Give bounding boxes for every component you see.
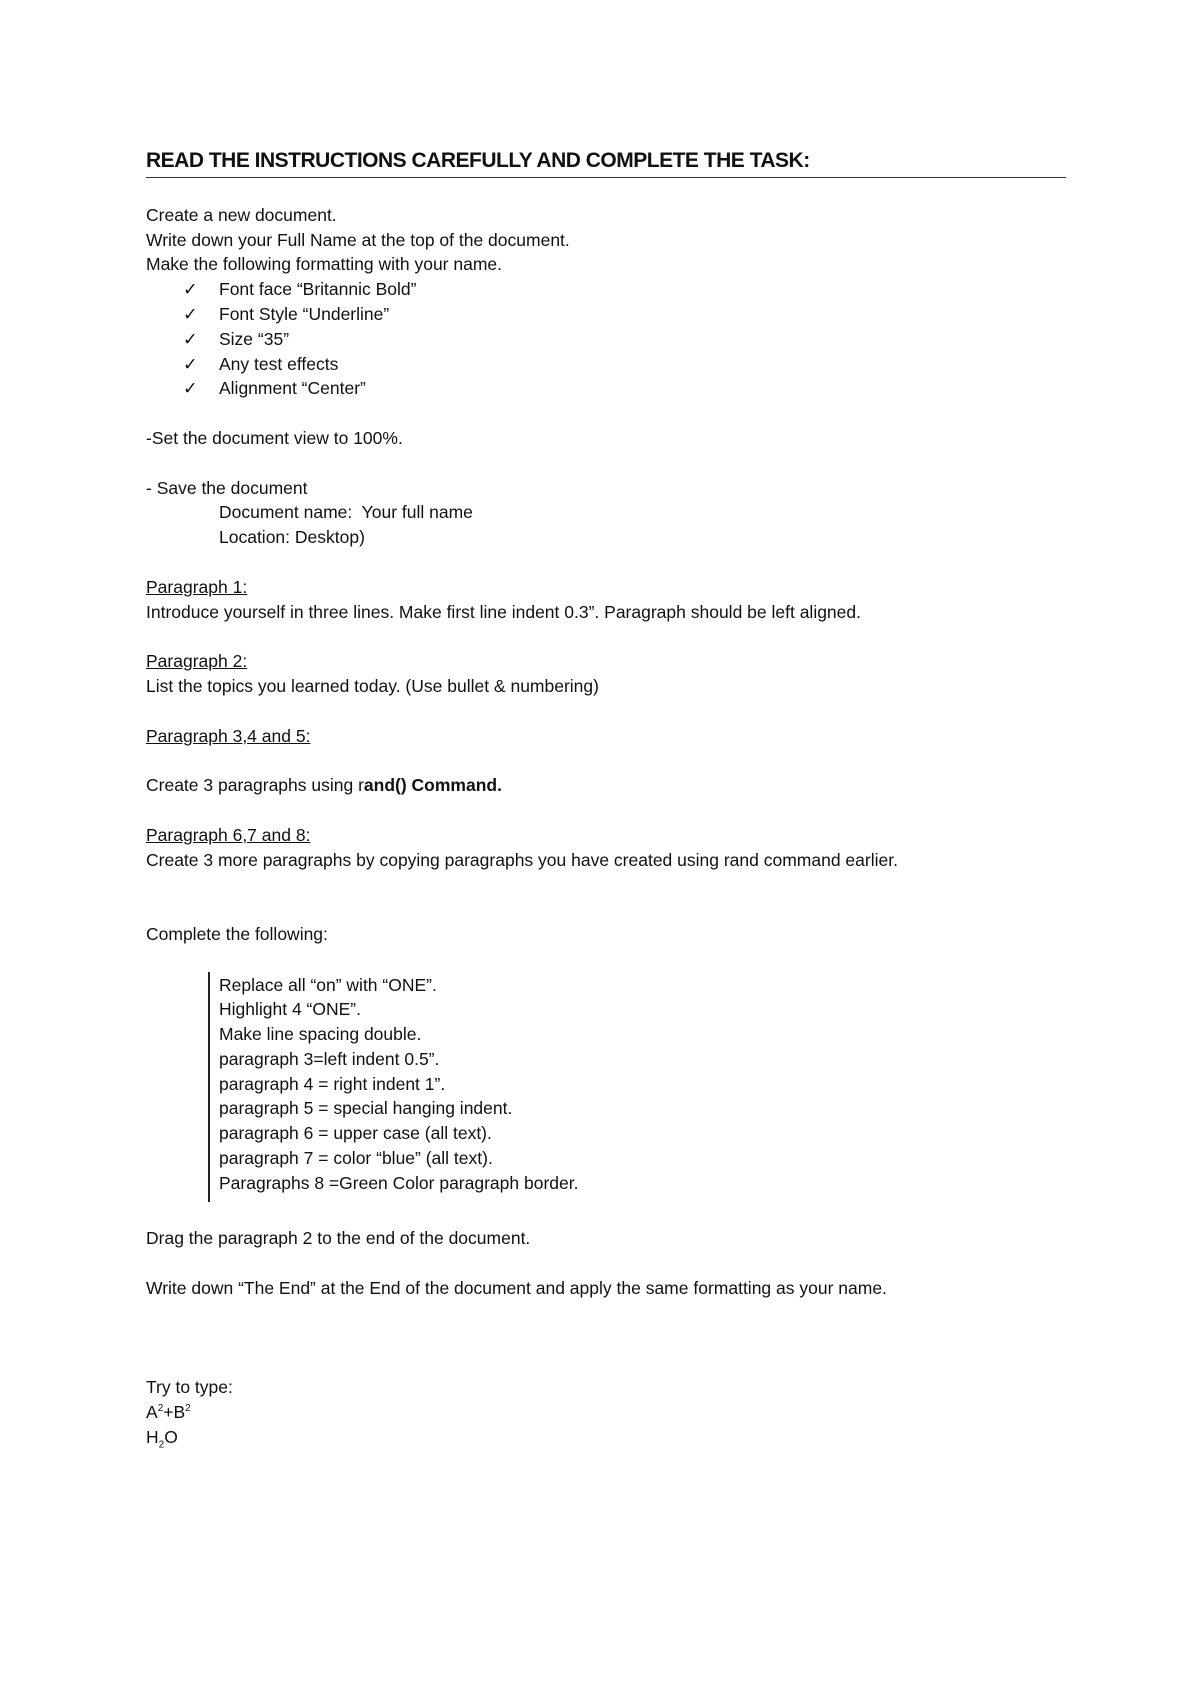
paragraph-678-text: Create 3 more paragraphs by copying paragraphs you have created using rand command earlier. (146, 849, 898, 870)
checklist-item-text: Any test effects (219, 353, 339, 374)
task-item: paragraph 5 = special hanging indent. (219, 1098, 513, 1119)
task-item: paragraph 3=left indent 0.5”. (219, 1048, 440, 1069)
save-detail: Document name: Your full name (219, 502, 473, 523)
spacer (146, 451, 1066, 476)
paragraph-1-text: Introduce yourself in three lines. Make first line indent 0.3”. Paragraph should be left aligned. (146, 601, 861, 622)
formula-term: H (146, 1426, 159, 1447)
task-item: paragraph 4 = right indent 1”. (219, 1073, 446, 1094)
check-icon: ✓ (183, 378, 198, 399)
subscript: 2 (158, 1439, 165, 1451)
intro-line: Write down your Full Name at the top of the document. (146, 229, 570, 250)
task-item: Highlight 4 “ONE”. (219, 999, 361, 1020)
task-item: Replace all “on” with “ONE”. (219, 974, 437, 995)
document-page (146, 146, 1066, 1450)
spacer (146, 699, 1066, 724)
view-step: -Set the document view to 100%. (146, 427, 403, 448)
task-item: Paragraphs 8 =Green Color paragraph border. (219, 1172, 579, 1193)
spacer (146, 1251, 1066, 1276)
spacer (146, 1202, 1066, 1227)
task-item: paragraph 6 = upper case (all text). (219, 1123, 492, 1144)
complete-label: Complete the following: (146, 923, 328, 944)
check-icon: ✓ (183, 279, 198, 300)
checklist-item (183, 327, 1066, 352)
formula-term: +B (163, 1402, 186, 1423)
spacer (146, 624, 1066, 649)
paragraph-345-text (146, 773, 1066, 798)
check-icon: ✓ (183, 303, 198, 324)
check-icon: ✓ (183, 328, 198, 349)
paragraph-345-label: Paragraph 3,4 and 5: (146, 725, 311, 746)
intro-line: Create a new document. (146, 204, 337, 225)
checklist-item-text: Font face “Britannic Bold” (219, 279, 417, 300)
spacer (146, 401, 1066, 426)
intro-line: Make the following formatting with your name. (146, 254, 502, 275)
rand-text: Create 3 paragraphs using r (146, 775, 364, 796)
rand-command: and() Command. (363, 775, 502, 796)
drag-step: Drag the paragraph 2 to the end of the document. (146, 1228, 531, 1249)
superscript: 2 (157, 1403, 164, 1415)
spacer (146, 178, 1066, 203)
check-icon: ✓ (183, 353, 198, 374)
formatting-checklist (146, 277, 1066, 401)
spacer (146, 550, 1066, 575)
checklist-item-text: Alignment “Center” (219, 378, 366, 399)
try-label: Try to type: (146, 1377, 233, 1398)
page-title: READ THE INSTRUCTIONS CAREFULLY AND COMPLETE THE TASK: (146, 146, 1066, 178)
paragraph-1-label: Paragraph 1: (146, 576, 248, 597)
end-step: Write down “The End” at the End of the document and apply the same formatting as your name. (146, 1278, 887, 1299)
formula-water (146, 1425, 1066, 1450)
checklist-item (183, 376, 1066, 401)
spacer (146, 872, 1066, 922)
spacer (146, 798, 1066, 823)
paragraph-2-text: List the topics you learned today. (Use bullet & numbering) (146, 675, 599, 696)
spacer (146, 748, 1066, 773)
formula-term: A (146, 1402, 158, 1423)
save-step: - Save the document (146, 477, 308, 498)
task-list (208, 972, 1066, 1202)
checklist-item-text: Font Style “Underline” (219, 303, 390, 324)
save-detail: Location: Desktop) (219, 527, 365, 548)
task-item: Make line spacing double. (219, 1024, 422, 1045)
paragraph-2-label: Paragraph 2: (146, 651, 248, 672)
formula-squares (146, 1400, 1066, 1425)
checklist-item (183, 277, 1066, 302)
spacer (146, 947, 1066, 972)
paragraph-678-label: Paragraph 6,7 and 8: (146, 824, 311, 845)
spacer (146, 1301, 1066, 1375)
checklist-item (183, 302, 1066, 327)
checklist-item (183, 352, 1066, 377)
checklist-item-text: Size “35” (219, 328, 290, 349)
task-item: paragraph 7 = color “blue” (all text). (219, 1148, 493, 1169)
formula-term: O (164, 1426, 178, 1447)
superscript: 2 (185, 1403, 191, 1415)
